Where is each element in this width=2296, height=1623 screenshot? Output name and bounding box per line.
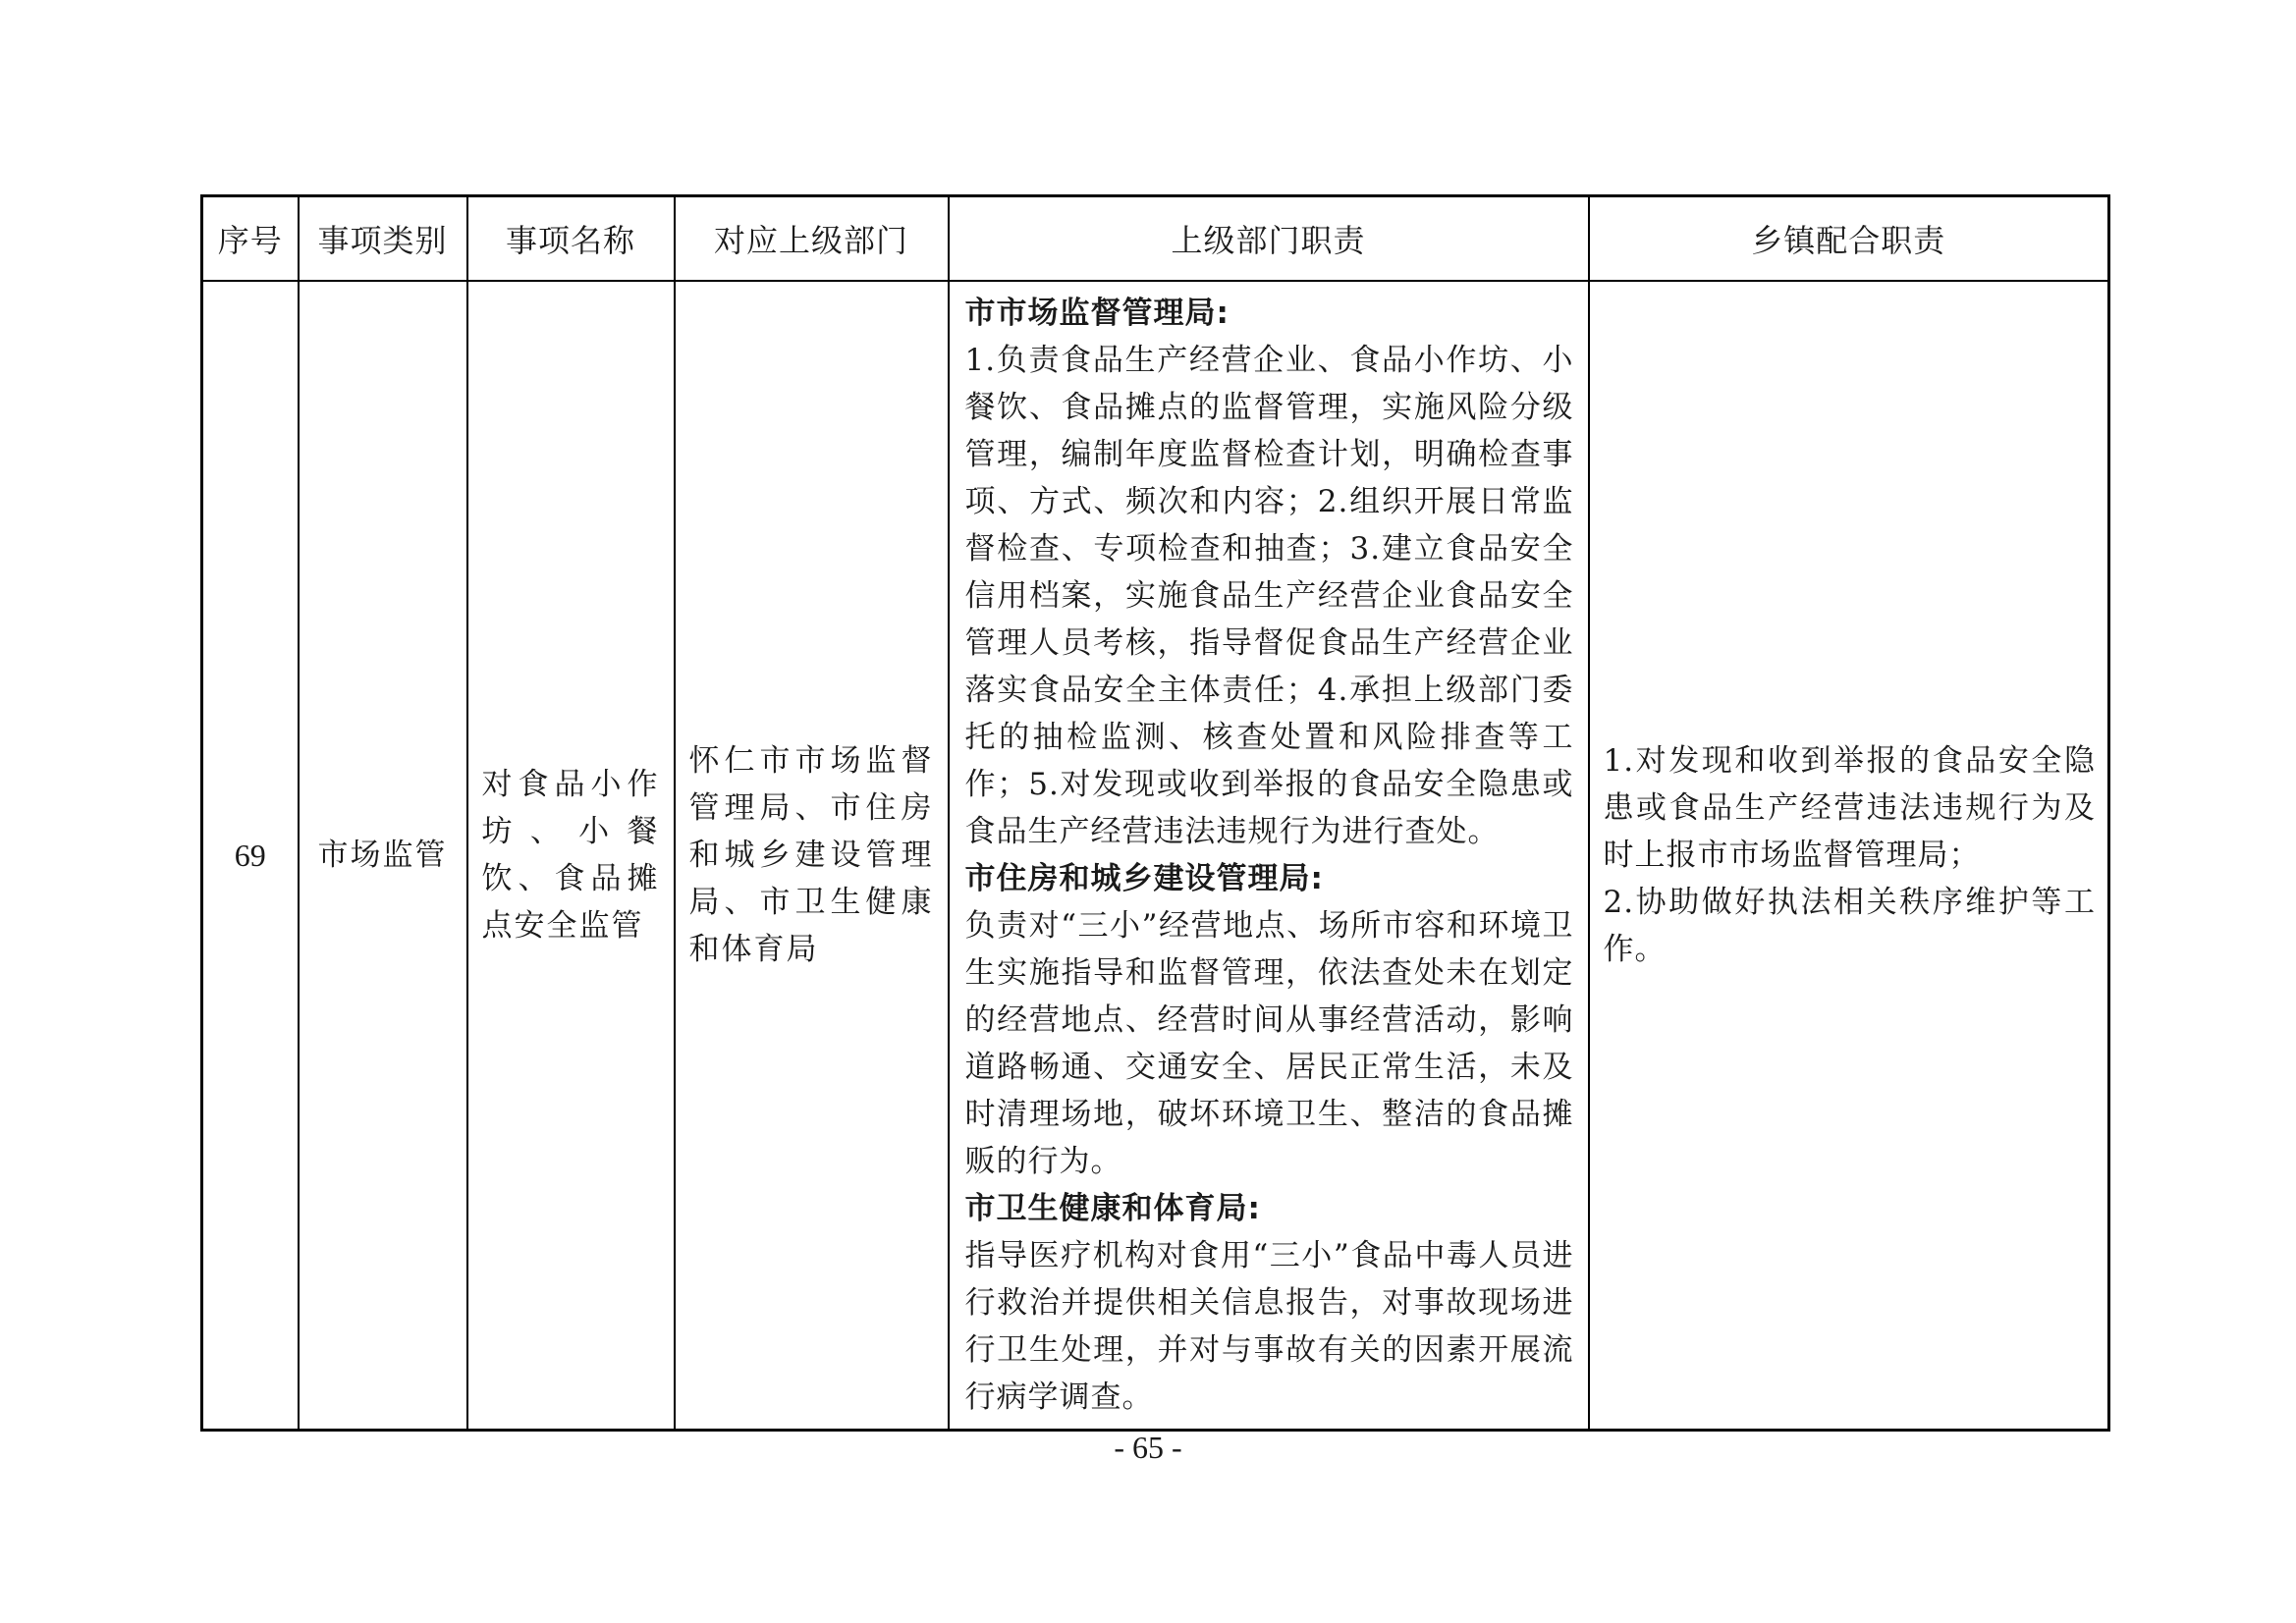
table-header-row [202,196,2109,282]
duty-department-housing: 市住房和城乡建设管理局: [964,861,1324,896]
table-row [202,281,2109,1431]
row-number: 69 [202,281,299,1431]
duty-department-market: 市市场监督管理局: [964,296,1230,331]
header-superior-department: 对应上级部门 [675,196,949,282]
duty-text-health: 指导医疗机构对食用“三小”食品中毒人员进行救治并提供相关信息报告，对事故现场进行卫生处理，并对与事故有关的因素开展流行病学调查。 [964,1238,1574,1415]
header-category: 事项类别 [299,196,467,282]
row-superior-duties [949,281,1589,1431]
township-duty-1: 1.对发现和收到举报的食品安全隐患或食品生产经营违法违规行为及时上报市市场监督管理局； [1603,743,2096,873]
row-category: 市场监管 [299,281,467,1431]
header-township-duties: 乡镇配合职责 [1589,196,2109,282]
header-superior-duties: 上级部门职责 [949,196,1589,282]
duty-text-housing: 负责对“三小”经营地点、场所市容和环境卫生实施指导和监督管理，依法查处未在划定的经营地点、经营时间从事经营活动，影响道路畅通、交通安全、居民正常生活，未及时清理场地，破坏环境卫生、整洁的食品摊贩的行为。 [964,908,1574,1179]
header-number: 序号 [202,196,299,282]
duty-department-health: 市卫生健康和体育局: [964,1191,1261,1226]
duty-text-market: 1.负责食品生产经营企业、食品小作坊、小餐饮、食品摊点的监督管理，实施风险分级管理，编制年度监督检查计划，明确检查事项、方式、频次和内容；2.组织开展日常监督检查、专项检查和抽查；3.建立食品安全信用档案，实施食品生产经营企业食品安全管理人员考核，指导督促食品生产经营企业落实食品安全主体责任；4.承担上级部门委托的抽检监测、核查处置和风险排查等工作；5.对发现或收到举报的食品安全隐患或食品生产经营违法违规行为进行查处。 [964,343,1574,849]
row-superior-departments: 怀仁市市场监督管理局、市住房和城乡建设管理局、市卫生健康和体育局 [675,281,949,1431]
row-township-duties [1589,281,2109,1431]
header-item-name: 事项名称 [467,196,675,282]
row-item-name: 对食品小作坊、小餐饮、食品摊点安全监管 [467,281,675,1431]
township-duty-2: 2.协助做好执法相关秩序维护等工作。 [1603,885,2096,967]
page-number: - 65 - [1114,1430,1182,1465]
responsibility-table [200,194,2110,1432]
